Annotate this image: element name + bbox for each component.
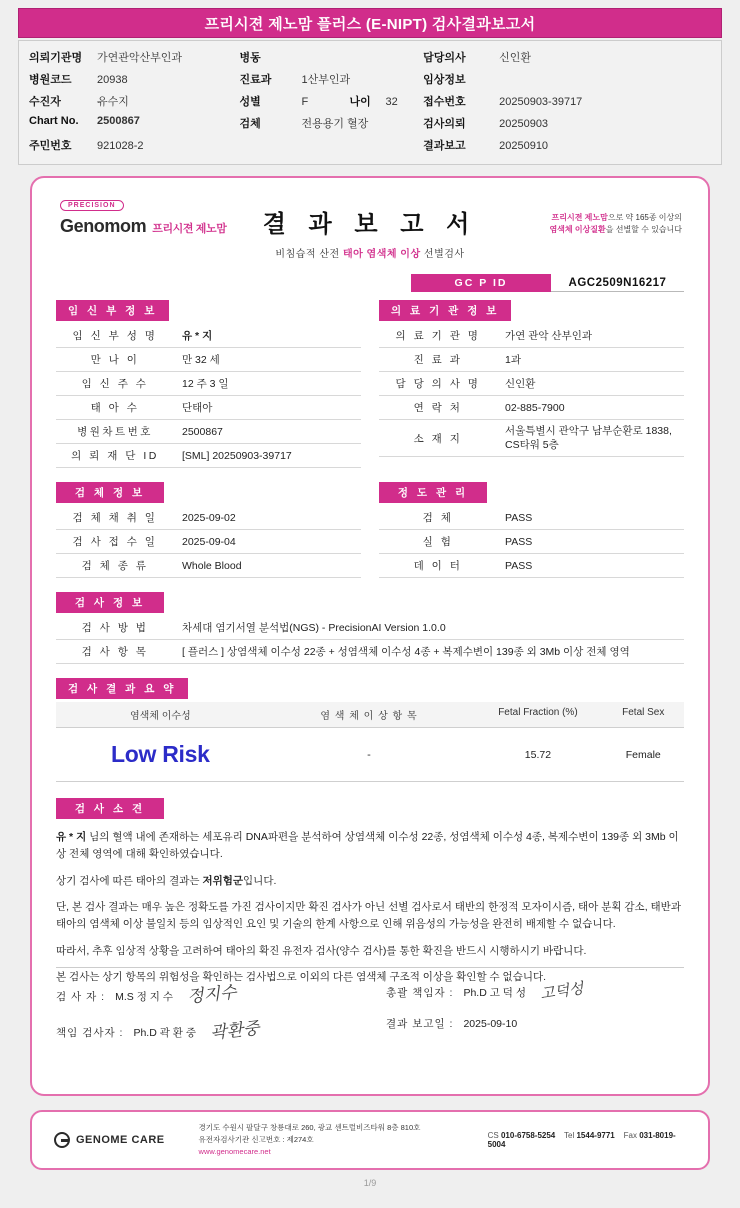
column-header-fetal-sex: Fetal Sex <box>622 707 665 718</box>
pregnant-info-section <box>56 300 361 468</box>
report-note-line2 <box>549 224 682 236</box>
genome-care-logo-text: GENOME CARE <box>76 1134 165 1146</box>
manager-signature <box>386 980 583 1001</box>
chief-label: 책임 검사자 : <box>56 1027 124 1039</box>
report-note <box>549 212 682 236</box>
table-row <box>56 506 361 530</box>
findings-paragraph-2 <box>56 873 684 890</box>
row-value: PASS <box>497 530 684 554</box>
header-column-right <box>423 49 711 159</box>
qc-info-table <box>379 506 684 578</box>
label-doctor: 담당의사 <box>423 52 466 64</box>
table-row <box>56 348 361 372</box>
label-ward: 병동 <box>239 52 261 64</box>
header-column-left <box>29 49 239 159</box>
footer-fax-value: 031-8019-5004 <box>487 1131 676 1149</box>
specimen-info-table <box>56 506 361 578</box>
row-value: 단태아 <box>174 396 361 420</box>
manager-signature-mark: 고덕성 <box>539 981 585 1003</box>
row-value: 만 32 세 <box>174 348 361 372</box>
table-row <box>379 420 684 457</box>
row-label: 검 사 항 목 <box>56 640 174 664</box>
footer-tel-label: Tel <box>564 1131 575 1140</box>
value-ssn: 921028-2 <box>97 140 144 152</box>
signature-row-2 <box>56 1016 684 1052</box>
result-summary-header <box>56 702 684 728</box>
findings-paragraph-1 <box>56 829 684 864</box>
hospital-info-title: 의 료 기 관 정 보 <box>379 300 511 321</box>
column-header-aneuploidy: 염색체 이수성 <box>129 711 191 722</box>
value-specimen: 전용용기 혈장 <box>301 118 369 130</box>
row-value: 2500867 <box>174 420 361 444</box>
chief-signature <box>56 1016 386 1041</box>
footer-contact <box>488 1131 686 1149</box>
header-column-middle <box>239 49 423 159</box>
row-label: 검 사 접 수 일 <box>56 530 174 554</box>
report-note-line1 <box>549 212 682 224</box>
hospital-info-table <box>379 324 684 457</box>
label-hospital-code: 병원코드 <box>29 74 72 86</box>
info-columns <box>56 300 684 468</box>
genome-care-logo <box>54 1132 199 1148</box>
header-field-specimen <box>239 115 423 137</box>
report-subtitle-post: 선별검사 <box>420 249 465 260</box>
manager-name: Ph.D 고 덕 성 <box>463 987 526 999</box>
value-institution: 가연관악산부인과 <box>97 52 183 64</box>
result-summary-row <box>56 728 684 782</box>
column-header-fetal-fraction: Fetal Fraction (%) <box>498 707 578 718</box>
value-patient: 유수지 <box>97 96 129 108</box>
footer-cs-label: CS <box>487 1131 499 1140</box>
report-subtitle-pre: 비침습적 산전 <box>275 249 343 260</box>
label-department: 진료과 <box>239 74 272 86</box>
label-clinical-info: 임상정보 <box>423 74 466 86</box>
row-value: [ 플러스 ] 상염색체 이수성 22종 + 성염색체 이수성 4종 + 복제수변이 139종 외 3Mb 이상 전체 영역 <box>174 640 684 664</box>
row-value: [SML] 20250903-39717 <box>174 444 361 468</box>
qc-info-section <box>379 482 684 578</box>
inspector-signature <box>56 980 386 1005</box>
row-value: 2025-09-04 <box>174 530 361 554</box>
fetal-fraction-value: 15.72 <box>524 748 552 761</box>
report-note-highlight: 염색체 이상질환 <box>549 225 606 234</box>
table-row <box>56 372 361 396</box>
inspector-name: M.S 정 지 수 <box>115 991 173 1003</box>
brand-name: Genomom <box>60 216 147 236</box>
table-row <box>379 530 684 554</box>
column-header-abnormal-items: 염 색 체 이 상 항 목 <box>320 711 418 722</box>
report-title: 결 과 보 고 서 <box>262 211 478 238</box>
row-label: 임 신 부 성 명 <box>56 324 174 348</box>
row-value: 서울특별시 관악구 남부순환로 1838, CS타워 5층 <box>497 420 684 457</box>
findings-paragraph-3: 단, 본 검사 결과는 매우 높은 정확도를 가진 검사이지만 확진 검사가 아닌 선별 검사로서 태반의 한정적 모자이시즘, 태아 분획 감소, 태반과 태아의 염색체 이상 불일치 등의 임상적인 요인 및 기술의 한계 사항으로 인해 위음성의 가능성을 완전히 배제할 수 없습니다. <box>56 900 681 931</box>
header-field-clinical-info <box>423 71 711 93</box>
header-field-hospital-code <box>29 71 239 93</box>
row-label: 의 료 기 관 명 <box>379 324 497 348</box>
patient-header <box>18 40 722 165</box>
label-institution: 의뢰기관명 <box>29 52 83 64</box>
row-value: 가연 관악 산부인과 <box>497 324 684 348</box>
inspector-label: 검 사 자 : <box>56 991 106 1003</box>
findings-paragraph-5: 본 검사는 상기 항목의 위험성을 확인하는 검사법으로 이외의 다른 염색체 구조적 이상을 확인할 수 없습니다. <box>56 970 547 983</box>
row-label: 소 재 지 <box>379 420 497 457</box>
table-row <box>56 324 361 348</box>
test-info-table <box>56 616 684 664</box>
value-sex: F <box>301 96 309 108</box>
row-label: 데 이 터 <box>379 554 497 578</box>
header-field-patient <box>29 93 239 115</box>
value-chart-no: 2500867 <box>97 115 140 127</box>
hospital-info-section <box>379 300 684 468</box>
row-label: 검 체 종 류 <box>56 554 174 578</box>
row-value: 2025-09-02 <box>174 506 361 530</box>
specimen-qc-columns <box>56 482 684 578</box>
table-row <box>56 530 361 554</box>
row-label: 태 아 수 <box>56 396 174 420</box>
brand-name-ko: 프리시젼 제노맘 <box>152 223 227 235</box>
chief-signature-mark: 곽환중 <box>209 1018 261 1043</box>
table-row <box>379 396 684 420</box>
header-field-report-date <box>423 137 711 159</box>
row-label: 실 험 <box>379 530 497 554</box>
value-report-date: 20250910 <box>499 140 549 152</box>
findings-patient-name: 유 * 지 <box>56 831 87 843</box>
risk-value: Low Risk <box>111 741 210 767</box>
header-field-department <box>239 71 423 93</box>
table-row <box>379 554 684 578</box>
table-row <box>56 396 361 420</box>
qc-info-title: 정 도 관 리 <box>379 482 487 503</box>
result-summary-section <box>56 678 684 782</box>
row-label: 의 뢰 재 단 ID <box>56 444 174 468</box>
table-row <box>379 372 684 396</box>
row-value: PASS <box>497 554 684 578</box>
row-label: 담 당 의 사 명 <box>379 372 497 396</box>
inspector-signature-mark: 정지수 <box>186 982 238 1007</box>
findings-text-1: 님의 혈액 내에 존재하는 세포유리 DNA파편을 분석하여 상염색체 이수성 22종, 성염색체 이수성 4종, 복제수변이 139종 외 3Mb 이상 전체 영역에 대해 확인하였습니다. <box>56 831 679 861</box>
table-row <box>56 554 361 578</box>
page-number: 1/9 <box>363 1178 377 1188</box>
value-department: 1산부인과 <box>301 74 351 86</box>
row-label: 병원차트번호 <box>56 420 174 444</box>
test-info-title: 검 사 정 보 <box>56 592 164 613</box>
report-date-label: 결과 보고일 : <box>386 1018 454 1030</box>
row-label: 검 사 방 법 <box>56 616 174 640</box>
result-summary-title: 검 사 결 과 요 약 <box>56 678 188 699</box>
findings-text-2-pre: 상기 검사에 따른 태아의 결과는 <box>56 874 203 887</box>
row-value: 1과 <box>497 348 684 372</box>
header-field-ssn <box>29 137 239 159</box>
genome-care-mark-icon <box>54 1132 70 1148</box>
pregnant-info-table <box>56 324 361 468</box>
report-banner-title: 프리시젼 제노맘 플러스 (E-NIPT) 검사결과보고서 <box>204 15 536 33</box>
footer-address-line1: 경기도 수원시 팔달구 창룡대로 260, 광교 센트럴비즈타워 8층 810호 <box>198 1123 421 1132</box>
label-age: 나이 <box>349 96 371 108</box>
footer-address-line2: 유전자검사기관 신고번호 : 제274호 <box>198 1135 314 1144</box>
value-age: 32 <box>385 96 398 108</box>
label-patient: 수진자 <box>29 96 61 108</box>
specimen-info-section <box>56 482 361 578</box>
label-specimen: 검체 <box>239 118 261 130</box>
report-note-brand: 프리시젼 제노맘 <box>551 213 608 222</box>
specimen-info-title: 검 체 정 보 <box>56 482 164 503</box>
row-value: 02-885-7900 <box>497 396 684 420</box>
report-note-text1: 으로 약 165종 이상의 <box>607 213 682 222</box>
value-reception-no: 20250903-39717 <box>499 96 583 108</box>
row-label: 연 락 처 <box>379 396 497 420</box>
findings-title: 검 사 소 견 <box>56 798 164 819</box>
table-row <box>56 420 361 444</box>
footer-url[interactable]: www.genomecare.net <box>198 1147 271 1156</box>
fetal-sex-value: Female <box>625 748 661 761</box>
findings-body <box>56 829 684 986</box>
label-ssn: 주민번호 <box>29 140 72 152</box>
footer <box>30 1110 710 1170</box>
risk-result <box>56 741 265 768</box>
abnormal-items-value: - <box>367 748 371 761</box>
footer-fax-label: Fax <box>623 1131 637 1140</box>
footer-address <box>199 1122 488 1158</box>
footer-cs-value: 010-6758-5254 <box>500 1131 556 1140</box>
table-row <box>379 348 684 372</box>
table-row <box>379 506 684 530</box>
value-request-date: 20250903 <box>499 118 549 130</box>
row-value: 차세대 염기서열 분석법(NGS) - PrecisionAI Version 1.0.0 <box>174 616 684 640</box>
row-value: PASS <box>497 506 684 530</box>
row-value: Whole Blood <box>174 554 361 578</box>
label-chart-no: Chart No. <box>29 115 79 127</box>
header-field-chart-no <box>29 115 239 137</box>
precision-badge: PRECISION <box>60 200 124 211</box>
report-date-field <box>386 1016 517 1031</box>
report-card <box>30 176 710 1096</box>
row-label: 임 신 주 수 <box>56 372 174 396</box>
chief-name: Ph.D 곽 환 중 <box>133 1027 196 1039</box>
gcp-id-row <box>411 274 684 292</box>
report-note-text2: 을 선별할 수 있습니다 <box>605 225 682 234</box>
header-field-institution <box>29 49 239 71</box>
header-field-ward <box>239 49 423 71</box>
row-value: 신인환 <box>497 372 684 396</box>
row-value: 유 * 지 <box>174 324 361 348</box>
label-report-date: 결과보고 <box>423 140 466 152</box>
table-row <box>56 444 361 468</box>
header-field-sex-age <box>239 93 423 115</box>
signature-block <box>56 967 684 1052</box>
card-logo-header <box>32 178 708 274</box>
signature-row-1 <box>56 980 684 1016</box>
header-field-reception-no <box>423 93 711 115</box>
header-field-request-date <box>423 115 711 137</box>
pregnant-info-title: 임 신 부 정 보 <box>56 300 169 321</box>
findings-text-2-post: 입니다. <box>243 874 277 887</box>
row-label: 만 나 이 <box>56 348 174 372</box>
row-label: 검 체 채 취 일 <box>56 506 174 530</box>
value-doctor: 신인환 <box>499 52 531 64</box>
row-value: 12 주 3 일 <box>174 372 361 396</box>
gcp-id-label: GC P ID <box>411 274 551 292</box>
value-hospital-code: 20938 <box>97 74 128 86</box>
findings-section <box>56 798 684 986</box>
label-sex: 성별 <box>239 96 261 108</box>
label-request-date: 검사의뢰 <box>423 118 466 130</box>
table-row <box>56 616 684 640</box>
gcp-id-value: AGC2509N16217 <box>551 274 684 292</box>
findings-paragraph-4: 따라서, 추후 임상적 상황을 고려하여 태아의 확진 유전자 검사(양수 검사)를 통한 확진을 반드시 시행하시기 바랍니다. <box>56 944 587 957</box>
header-field-doctor <box>423 49 711 71</box>
report-date-value: 2025-09-10 <box>463 1018 518 1030</box>
row-label: 검 체 <box>379 506 497 530</box>
label-reception-no: 접수번호 <box>423 96 466 108</box>
findings-risk-emphasis: 저위험군 <box>202 874 244 887</box>
row-label: 진 료 과 <box>379 348 497 372</box>
report-subtitle <box>32 245 708 260</box>
table-row <box>379 324 684 348</box>
report-subtitle-highlight: 태아 염색체 이상 <box>342 249 421 260</box>
report-banner <box>18 8 722 38</box>
manager-label: 총괄 책임자 : <box>386 987 454 999</box>
table-row <box>56 640 684 664</box>
footer-tel-value: 1544-9771 <box>576 1131 615 1140</box>
test-info-section <box>56 592 684 664</box>
